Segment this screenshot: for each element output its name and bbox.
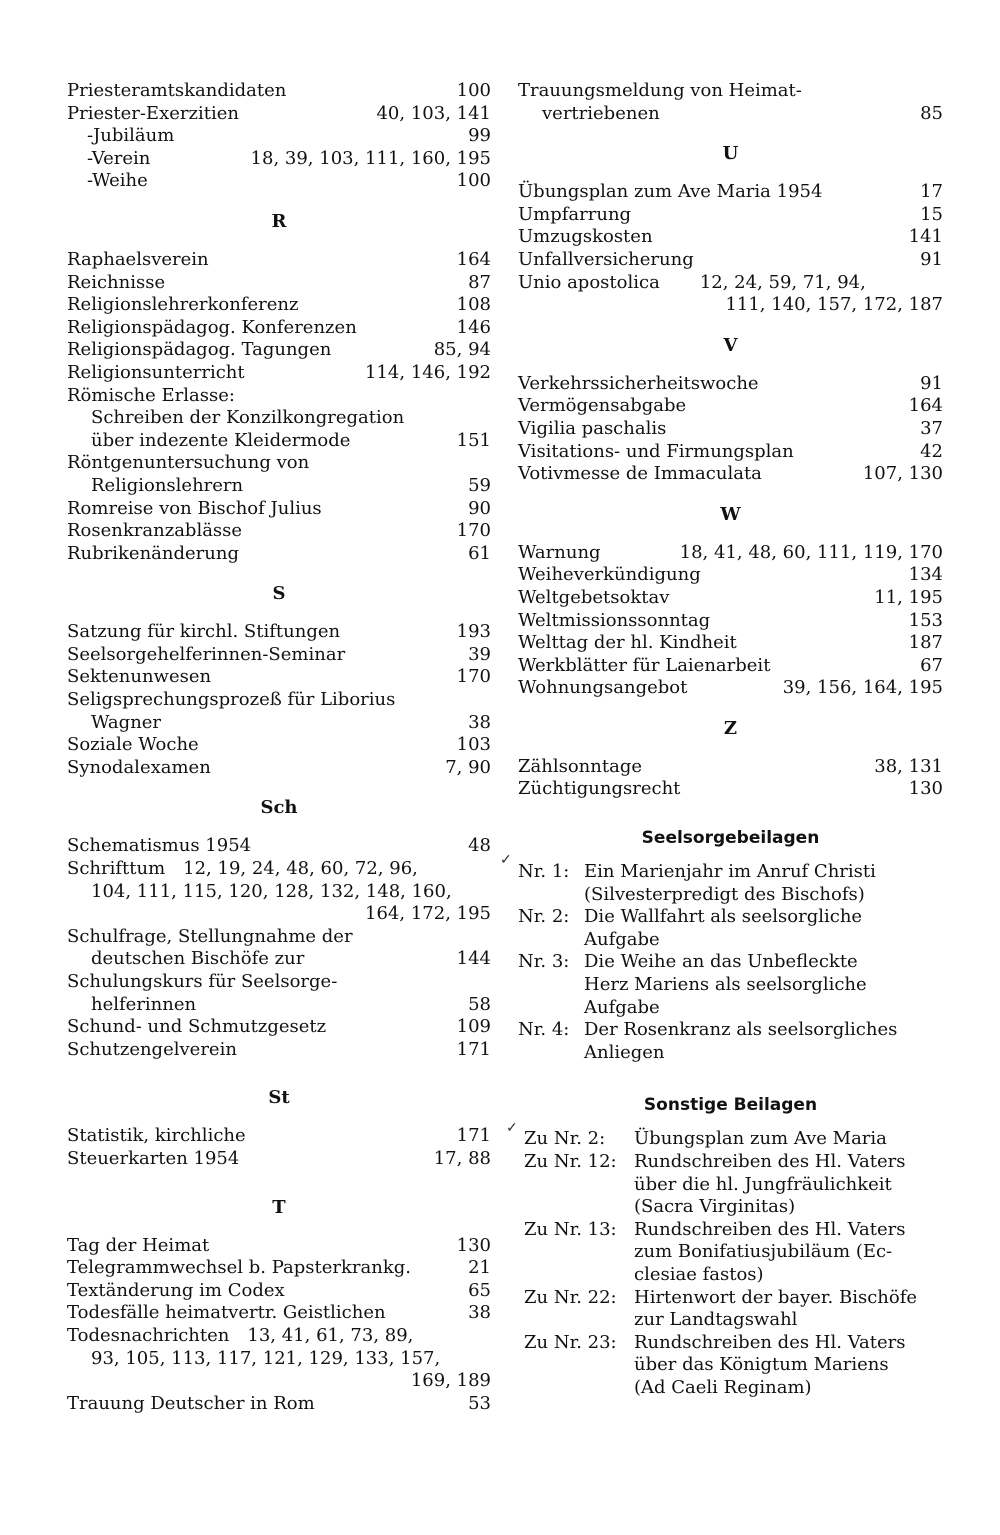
index-entry: Vermögensabgabe 164: [518, 395, 943, 417]
section-letter: U: [722, 143, 739, 165]
list-item: Zu Nr. 23: Rundschreiben des Hl. Vaters über das Königtum Mariens (Ad Caeli Reginam): [524, 1331, 906, 1398]
list-item: Zu Nr. 13: Rundschreiben des Hl. Vaters zum Bonifatiusjubiläum (Ec- clesiae fastos): [524, 1218, 906, 1285]
index-entry: Weiheverkündigung 134: [518, 564, 943, 586]
list-item: Zu Nr. 2: Übungsplan zum Ave Maria: [524, 1128, 887, 1150]
index-entry: Werkblätter für Laienarbeit 67: [518, 654, 943, 676]
index-entry: Schulungskurs für Seelsorge- helferinnen 58: [67, 971, 491, 1015]
index-entry: Statistik, kirchliche 171: [67, 1125, 491, 1147]
index-entry: Todesnachrichten 13, 41, 61, 73, 89, 93, 105, 113, 117, 121, 129, 133, 157, 169, 189: [67, 1324, 491, 1392]
index-entry: Priesteramtskandidaten 100: [67, 80, 491, 101]
section-letter: Sch: [260, 797, 298, 819]
index-entry: Unfallversicherung 91: [518, 248, 943, 270]
index-entry: Trauungsmeldung von Heimat- vertriebenen 85: [518, 80, 943, 124]
index-entry: Schrifttum 12, 19, 24, 48, 60, 72, 96, 104, 111, 115, 120, 128, 132, 148, 160, 164, 172, 195: [67, 858, 491, 925]
section-letter: S: [272, 583, 286, 605]
index-entry: Religionslehrerkonferenz 108: [67, 294, 491, 316]
list-item: Nr. 3: Die Weihe an das Unbefleckte Herz Mariens als seelsorgliche Aufgabe: [518, 951, 867, 1018]
index-entry: Religionsunterricht 114, 146, 192: [67, 361, 491, 383]
index-entry: Unio apostolica 12, 24, 59, 71, 94, 111, 140, 157, 172, 187: [518, 271, 943, 316]
index-entry: Schutzengelverein 171: [67, 1038, 491, 1060]
index-entry: Schulfrage, Stellungnahme der deutschen Bischöfe zur 144: [67, 925, 491, 970]
index-entry: Votivmesse de Immaculata 107, 130: [518, 463, 943, 485]
list-item: Zu Nr. 12: Rundschreiben des Hl. Vaters über die hl. Jungfräulichkeit (Sacra Virginitas): [524, 1151, 906, 1218]
section-letter: T: [272, 1196, 286, 1218]
index-entry: -Weihe 100: [87, 170, 491, 192]
index-entry: Priester-Exerzitien 40, 103, 141: [67, 102, 491, 124]
index-entry: Röntgenuntersuchung von Religionslehrern 59: [67, 452, 491, 496]
list-item: Nr. 1: Ein Marienjahr im Anruf Christi (Silvesterpredigt des Bischofs): [518, 861, 876, 905]
index-entry: Warnung 18, 41, 48, 60, 111, 119, 170: [518, 541, 943, 563]
index-entry: Schematismus 1954 48: [67, 835, 491, 857]
sonstige-heading: Sonstige Beilagen: [643, 1095, 818, 1116]
index-entry: Welttag der hl. Kindheit 187: [518, 632, 943, 654]
index-entry: -Verein 18, 39, 103, 111, 160, 195: [87, 147, 491, 169]
check-mark-icon: ✓: [500, 852, 512, 868]
index-entry: Religionspädagog. Konferenzen 146: [67, 316, 491, 338]
index-entry: Seelsorgehelferinnen-Seminar 39: [67, 643, 491, 665]
index-entry: Rubrikenänderung 61: [67, 542, 491, 564]
index-entry: Sektenunwesen 170: [67, 666, 491, 688]
section-letter: R: [271, 210, 287, 232]
section-letter: St: [268, 1087, 290, 1109]
check-mark-icon: ✓: [506, 1120, 518, 1136]
index-entry: Weltmissionssonntag 153: [518, 609, 943, 631]
index-column-left: [67, 80, 491, 1415]
list-item: Nr. 2: Die Wallfahrt als seelsorgliche Aufgabe: [518, 906, 863, 950]
index-entry: Umpfarrung 15: [518, 203, 943, 225]
index-entry: Satzung für kirchl. Stiftungen 193: [67, 621, 491, 643]
index-column-right: [518, 80, 943, 1400]
index-entry: Übungsplan zum Ave Maria 1954 17: [518, 181, 943, 203]
index-entry: Rosenkranzablässe 170: [67, 520, 491, 542]
index-entry: Raphaelsverein 164: [67, 248, 491, 270]
index-entry: Todesfälle heimatvertr. Geistlichen 38: [67, 1302, 491, 1324]
index-entry: Visitations- und Firmungsplan 42: [518, 440, 943, 462]
index-entry: Verkehrssicherheitswoche 91: [518, 372, 943, 394]
index-entry: Züchtigungsrecht 130: [518, 778, 943, 800]
index-entry: Tag der Heimat 130: [67, 1234, 491, 1256]
index-entry: Vigilia paschalis 37: [518, 417, 943, 439]
index-entry: Telegrammwechsel b. Papsterkrankg. 21: [67, 1257, 491, 1279]
index-entry: Steuerkarten 1954 17, 88: [67, 1147, 491, 1169]
index-entry: Textänderung im Codex 65: [67, 1279, 491, 1301]
index-entry: Reichnisse 87: [67, 271, 491, 293]
index-entry: Synodalexamen 7, 90: [67, 756, 491, 778]
index-entry: Zählsonntage 38, 131: [518, 755, 943, 777]
index-entry: Seligsprechungsprozeß für Liborius Wagner 38: [67, 689, 491, 733]
index-entry: Weltgebetsoktav 11, 195: [518, 586, 943, 608]
index-entry: Umzugskosten 141: [518, 226, 943, 248]
index-entry: Soziale Woche 103: [67, 734, 491, 756]
index-entry: -Jubiläum 99: [87, 125, 491, 147]
seelsorge-list: [518, 861, 943, 1064]
index-entry: Religionspädagog. Tagungen 85, 94: [67, 339, 491, 361]
sonstige-list: [518, 1128, 943, 1399]
seelsorge-heading: Seelsorgebeilagen: [641, 828, 820, 849]
index-entry: Schund- und Schmutzgesetz 109: [67, 1016, 491, 1038]
index-entry: Trauung Deutscher in Rom 53: [67, 1392, 491, 1414]
list-item: Zu Nr. 22: Hirtenwort der bayer. Bischöfe zur Landtagswahl: [524, 1286, 918, 1331]
section-letter: Z: [723, 717, 738, 739]
list-item: Nr. 4: Der Rosenkranz als seelsorgliches Anliegen: [518, 1019, 898, 1063]
index-entry: Wohnungsangebot 39, 156, 164, 195: [518, 677, 943, 699]
section-letter: W: [720, 503, 741, 525]
section-letter: V: [723, 334, 738, 356]
index-entry: Romreise von Bischof Julius 90: [67, 497, 491, 519]
index-entry: Römische Erlasse: Schreiben der Konzilkongregation über indezente Kleidermode 151: [67, 384, 491, 451]
